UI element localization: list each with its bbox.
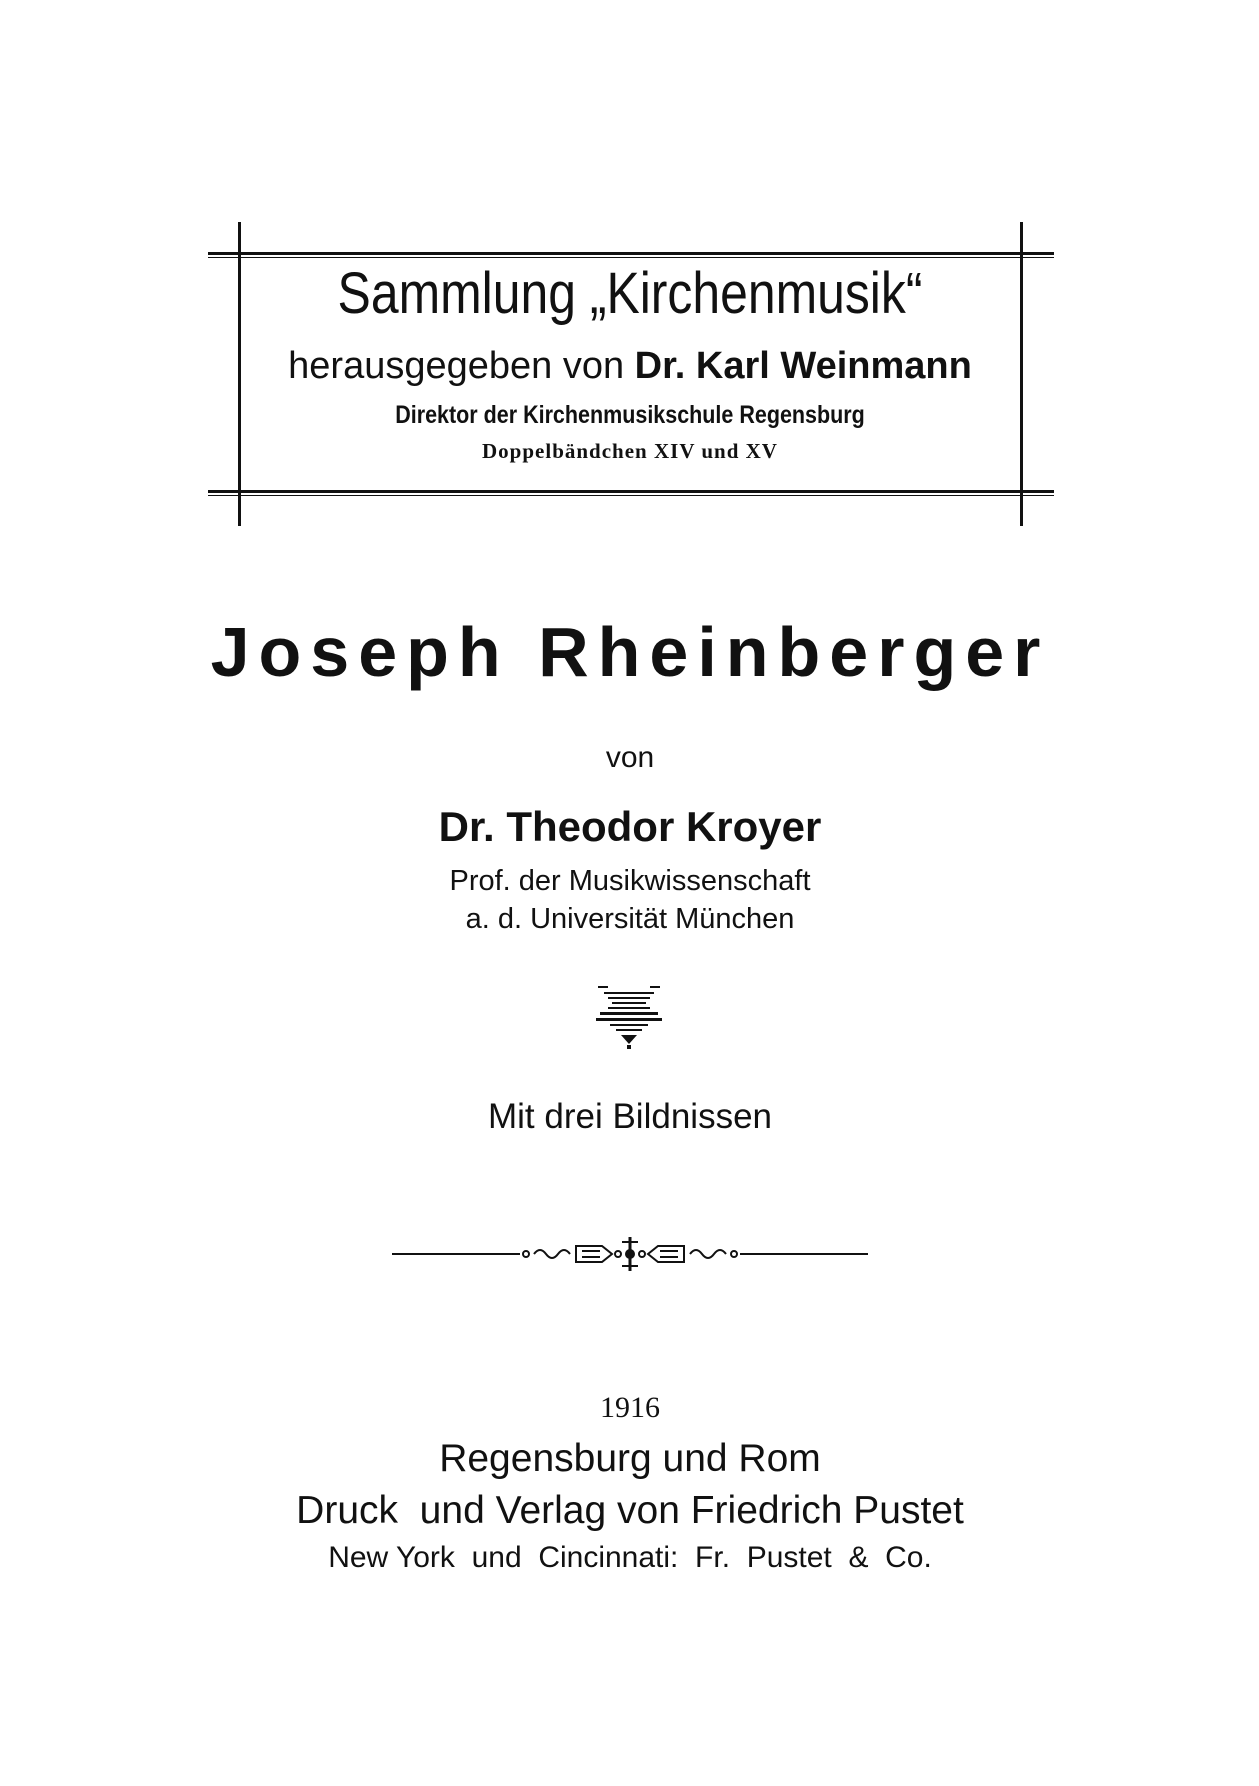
star-ornament-icon bbox=[594, 982, 664, 1054]
imprint-publisher: Druck und Verlag von Friedrich Pustet bbox=[296, 1489, 964, 1532]
flourish-divider-icon bbox=[392, 1234, 868, 1274]
header-frame-top-rule bbox=[208, 252, 1054, 255]
series-editor-position: Direktor der Kirchenmusikschule Regensburg bbox=[395, 401, 865, 429]
series-editor-line bbox=[210, 344, 1050, 388]
header-frame-bottom-rule-outer bbox=[208, 495, 1054, 496]
book-title: Joseph Rheinberger bbox=[210, 613, 1050, 691]
author-affiliation: a. d. Universität München bbox=[465, 903, 795, 935]
imprint-year: 1916 bbox=[600, 1391, 660, 1424]
header-frame-bottom-rule bbox=[208, 490, 1054, 493]
author-title: Prof. der Musikwissenschaft bbox=[449, 865, 811, 897]
imprint-distributor: New York und Cincinnati: Fr. Pustet & Co. bbox=[328, 1541, 932, 1574]
series-title: Sammlung „Kirchenmusik“ bbox=[337, 261, 923, 326]
series-volume: Doppelbändchen XIV und XV bbox=[482, 439, 778, 463]
author-by-line: von bbox=[605, 741, 655, 774]
illustrations-note: Mit drei Bildnissen bbox=[488, 1097, 772, 1136]
author-name: Dr. Theodor Kroyer bbox=[438, 803, 822, 850]
imprint-place: Regensburg und Rom bbox=[439, 1437, 821, 1480]
header-frame-top-rule-outer bbox=[208, 257, 1054, 258]
series-editor-prefix: herausgegeben von bbox=[288, 345, 625, 387]
series-editor-name: Dr. Karl Weinmann bbox=[634, 345, 972, 387]
